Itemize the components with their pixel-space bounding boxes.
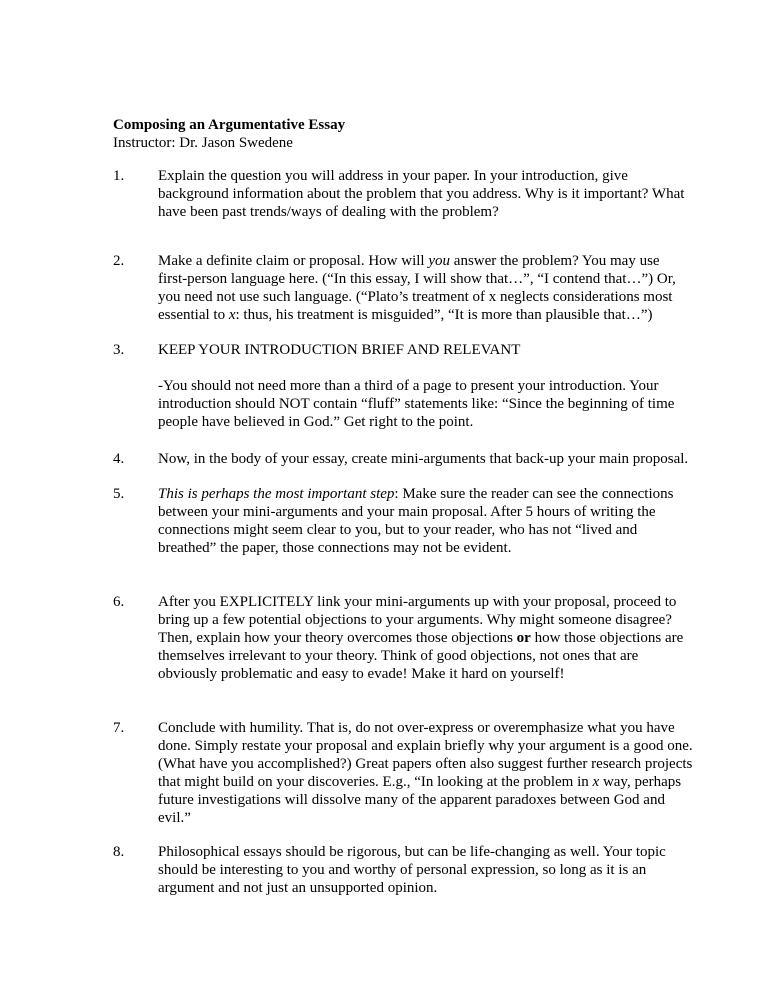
text-segment: Make a definite claim or proposal. How will — [158, 253, 429, 269]
text-line — [158, 593, 683, 611]
item-number: 3. — [113, 342, 125, 358]
item-number: 4. — [113, 451, 125, 467]
text-segment: you need not use such language. (“Plato’s treatment of x neglects considerations most — [158, 289, 673, 305]
text-line — [158, 647, 683, 665]
text-line — [158, 503, 673, 521]
text-line — [158, 755, 693, 773]
item-number: 8. — [113, 844, 125, 860]
text-line — [158, 791, 693, 809]
text-line — [158, 843, 666, 861]
list-item — [113, 843, 666, 897]
text-line — [158, 737, 693, 755]
list-item — [113, 450, 688, 468]
text-line — [158, 773, 693, 791]
text-segment: evil.” — [158, 810, 191, 826]
text-line — [158, 413, 674, 431]
text-line — [158, 539, 673, 557]
text-segment: connections might seem clear to you, but to your reader, who has not “lived and — [158, 522, 638, 538]
text-line — [158, 167, 684, 185]
text-segment: or — [516, 630, 531, 646]
text-segment: KEEP YOUR INTRODUCTION BRIEF AND RELEVANT — [158, 342, 521, 358]
text-line — [158, 629, 683, 647]
item-number: 7. — [113, 720, 125, 736]
text-segment: x — [228, 307, 236, 323]
text-segment: essential to — [158, 307, 229, 323]
list-item — [113, 719, 693, 827]
text-segment: argument and not just an unsupported opinion. — [158, 880, 438, 896]
text-segment: introduction should NOT contain “fluff” statements like: “Since the beginning of time — [158, 396, 675, 412]
text-line — [158, 341, 520, 359]
text-segment: future investigations will dissolve many of the apparent paradoxes between God and — [158, 792, 665, 808]
text-segment: done. Simply restate your proposal and explain briefly why your argument is a good one. — [158, 738, 693, 754]
note-paragraph — [113, 377, 674, 431]
text-segment: : thus, his treatment is misguided”, “It is more than plausible that…”) — [235, 307, 653, 323]
text-segment: that might build on your discoveries. E.g., “In looking at the problem in — [158, 774, 593, 790]
list-item — [113, 593, 683, 683]
text-segment: how those objections are — [530, 630, 684, 646]
text-segment: obviously problematic and easy to evade! Make it hard on yourself! — [158, 666, 565, 682]
text-line — [158, 185, 684, 203]
text-segment: x — [592, 774, 600, 790]
text-line — [158, 861, 666, 879]
text-segment: background information about the problem that you address. Why is it important? What — [158, 186, 685, 202]
text-segment: themselves irrelevant to your theory. Think of good objections, not ones that are — [158, 648, 639, 664]
text-segment: After you EXPLICITELY link your mini-arguments up with your proposal, proceed to — [158, 594, 677, 610]
text-line — [158, 252, 676, 270]
text-segment: Conclude with humility. That is, do not over-express or overemphasize what you have — [158, 720, 675, 736]
item-number: 5. — [113, 486, 125, 502]
text-line — [158, 485, 673, 503]
list-item — [113, 485, 673, 557]
text-segment: people have believed in God.” Get right to the point. — [158, 414, 474, 430]
text-line — [158, 288, 676, 306]
text-segment: way, perhaps — [599, 774, 682, 790]
text-segment: you — [428, 253, 451, 269]
text-segment: should be interesting to you and worthy of personal expression, so long as it is an — [158, 862, 647, 878]
text-line — [158, 203, 684, 221]
text-segment: first-person language here. (“In this essay, I will show that…”, “I contend that…”) Or, — [158, 271, 676, 287]
item-number: 2. — [113, 253, 125, 269]
item-number: 6. — [113, 594, 125, 610]
text-line — [158, 879, 666, 897]
text-segment: breathed” the paper, those connections may not be evident. — [158, 540, 512, 556]
text-line — [158, 809, 693, 827]
text-line — [158, 665, 683, 683]
list-item — [113, 252, 676, 324]
document-title: Composing an Argumentative Essay — [113, 117, 346, 133]
text-segment: Explain the question you will address in your paper. In your introduction, give — [158, 168, 628, 184]
text-segment: : Make sure the reader can see the connections — [394, 486, 674, 502]
item-number: 1. — [113, 168, 125, 184]
text-segment: (What have you accomplished?) Great papers often also suggest further research projects — [158, 756, 693, 772]
text-segment: Then, explain how your theory overcomes those objections — [158, 630, 517, 646]
text-line — [158, 395, 674, 413]
text-segment: Now, in the body of your essay, create mini-arguments that back-up your main proposal. — [158, 451, 689, 467]
text-line — [158, 306, 676, 324]
text-line — [158, 521, 673, 539]
text-line — [158, 611, 683, 629]
text-line — [158, 719, 693, 737]
text-segment: answer the problem? You may use — [450, 253, 660, 269]
list-item — [113, 341, 520, 359]
text-line — [158, 377, 674, 395]
text-segment: -You should not need more than a third of a page to present your introduction. Your — [158, 378, 659, 394]
text-segment: have been past trends/ways of dealing with the problem? — [158, 204, 499, 220]
text-segment: Philosophical essays should be rigorous, but can be life-changing as well. Your topic — [158, 844, 666, 860]
text-segment: This is perhaps the most important step — [158, 486, 395, 502]
text-line — [158, 270, 676, 288]
text-segment: between your mini-arguments and your main proposal. After 5 hours of writing the — [158, 504, 656, 520]
list-item — [113, 167, 684, 221]
text-line — [158, 450, 688, 468]
text-segment: bring up a few potential objections to your arguments. Why might someone disagree? — [158, 612, 672, 628]
instructor-line: Instructor: Dr. Jason Swedene — [113, 135, 293, 151]
